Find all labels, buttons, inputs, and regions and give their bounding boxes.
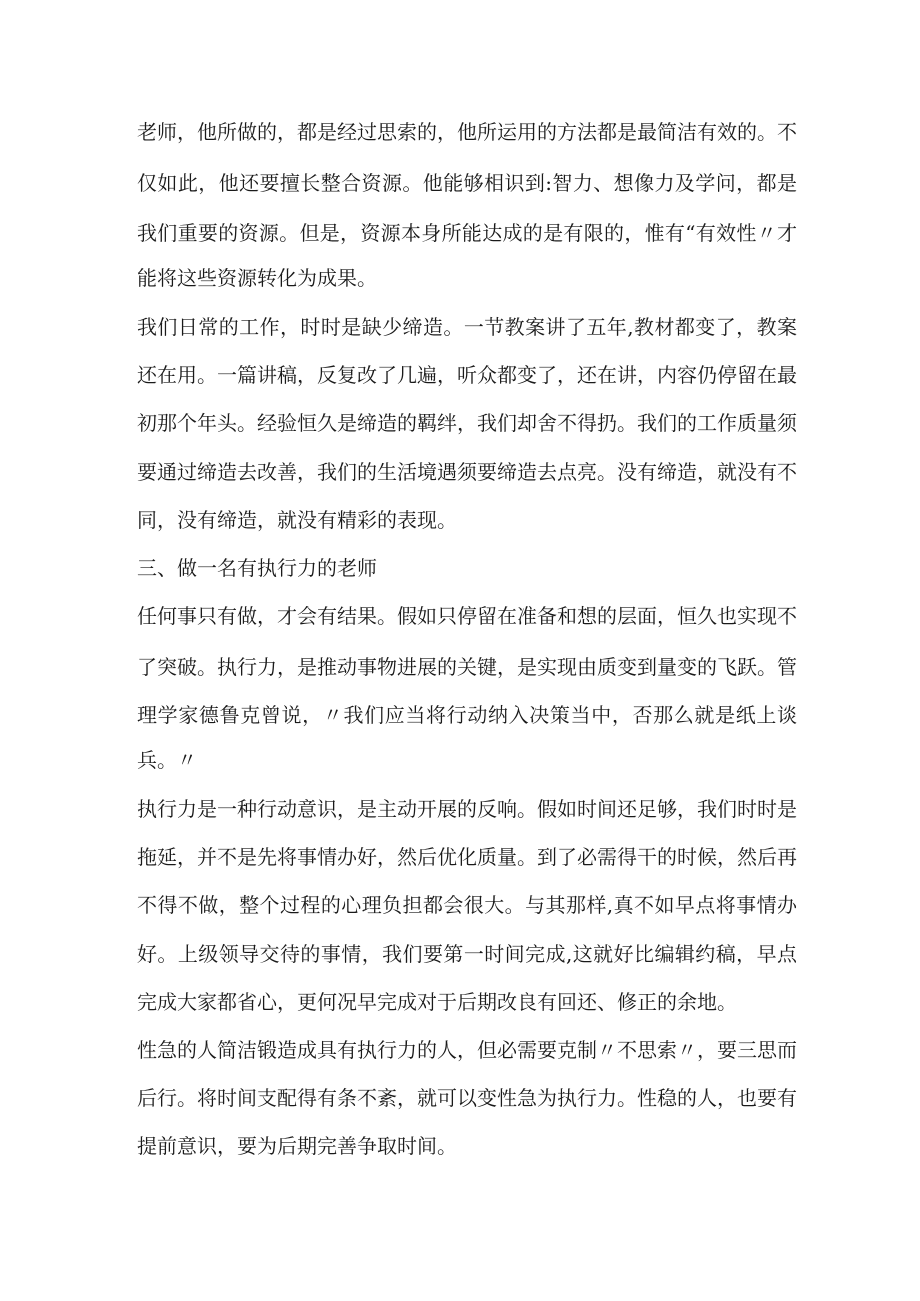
- section-heading: 三、做一名有执行力的老师: [137, 556, 377, 580]
- paragraph-4-line-2: 拖延，并不是先将事情办好，然后优化质量。到了必需得干的时候，然后再: [137, 845, 797, 869]
- paragraph-1-line-3: 我们重要的资源。但是，资源本身所能达成的是有限的，惟有“有效性〃才: [137, 221, 797, 245]
- paragraph-2-line-3: 初那个年头。经验恒久是缔造的羁绊，我们却舍不得扔。我们的工作质量须: [137, 411, 797, 435]
- paragraph-5-line-3: 提前意识，要为后期完善争取时间。: [137, 1134, 457, 1158]
- paragraph-3-line-1: 任何事只有做，才会有结果。假如只停留在准备和想的层面，恒久也实现不: [137, 604, 797, 628]
- paragraph-2-line-5: 同，没有缔造，就没有精彩的表现。: [137, 508, 457, 532]
- paragraph-1-line-2: 仅如此，他还要擅长整合资源。他能够相识到:智力、想像力及学问，都是: [137, 171, 797, 195]
- paragraph-3-line-2: 了突破。执行力，是推动事物进展的关键，是实现由质变到量变的飞跃。管: [137, 655, 797, 679]
- paragraph-3-line-4: 兵。〃: [137, 748, 197, 772]
- paragraph-2-line-1: 我们日常的工作，时时是缺少缔造。一节教案讲了五年,教材都变了，教案: [137, 315, 797, 339]
- paragraph-3-line-3: 理学家德鲁克曾说，〃我们应当将行动纳入决策当中，否那么就是纸上谈: [137, 703, 797, 727]
- paragraph-2-line-2: 还在用。一篇讲稿，反复改了几遍，听众都变了，还在讲，内容仍停留在最: [137, 363, 797, 387]
- paragraph-1-line-4: 能将这些资源转化为成果。: [137, 266, 377, 290]
- paragraph-5-line-2: 后行。将时间支配得有条不紊，就可以变性急为执行力。性稳的人，也要有: [137, 1086, 797, 1110]
- paragraph-4-line-1: 执行力是一种行动意识，是主动开展的反响。假如时间还足够，我们时时是: [137, 797, 797, 821]
- paragraph-4-line-4: 好。上级领导交待的事情，我们要第一时间完成,这就好比编辑约稿，早点: [137, 942, 797, 966]
- paragraph-2-line-4: 要通过缔造去改善，我们的生活境遇须要缔造去点亮。没有缔造，就没有不: [137, 460, 797, 484]
- paragraph-4-line-3: 不得不做，整个过程的心理负担都会很大。与其那样,真不如早点将事情办: [137, 893, 797, 917]
- paragraph-1-line-1: 老师，他所做的，都是经过思索的，他所运用的方法都是最简洁有效的。不: [137, 120, 797, 144]
- paragraph-5-line-1: 性急的人简洁锻造成具有执行力的人，但必需要克制〃不思索〃，要三思而: [137, 1038, 797, 1062]
- paragraph-4-line-5: 完成大家都省心，更何况早完成对于后期改良有回还、修正的余地。: [137, 990, 737, 1014]
